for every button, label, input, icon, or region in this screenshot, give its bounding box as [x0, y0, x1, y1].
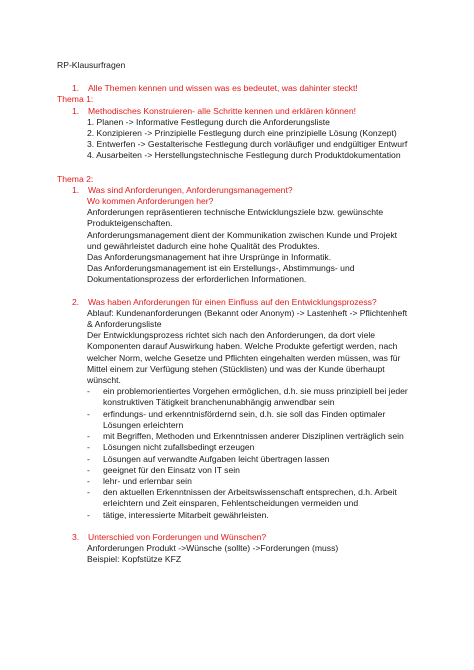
thema2-heading: Thema 2: — [57, 173, 94, 184]
bullet-item — [57, 442, 457, 453]
thema2-q2-number: 2. — [72, 296, 80, 307]
thema2-q1 — [57, 185, 457, 196]
thema1-heading: Thema 1: — [57, 94, 94, 105]
bullet-item — [57, 454, 457, 465]
step-line: 1. Planen -> Informative Festlegung durch die Anforderungsliste — [87, 116, 330, 127]
thema2-q3-number: 3. — [72, 531, 80, 542]
bullet-text: ein problemorientiertes Vorgehen ermöglichen, d.h. sie muss prinzipiell bei jeder — [103, 386, 408, 397]
answer-line: Dokumentationsprozess der erforderlichen Informationen. — [87, 274, 307, 285]
bullet-dash: - — [87, 408, 90, 419]
step-line: 3. Entwerfen -> Gestalterische Festlegung durch vorläufiger und endgültiger Entwurf — [87, 139, 408, 150]
answer-line: Produkteigenschaften. — [87, 218, 173, 229]
bullet-item — [57, 476, 457, 487]
bullet-dash: - — [87, 487, 90, 498]
answer-line: welcher Norm, welche Gesetze und Pflichten eingehalten werden müssen, was für — [87, 352, 401, 363]
bullet-text: mit Begriffen, Methoden und Erkenntnissen anderer Disziplinen verträglich sein — [103, 431, 404, 442]
bullet-item — [57, 465, 457, 476]
answer-line: Beispiel: Kopfstütze KFZ — [87, 554, 182, 565]
bullet-item — [57, 386, 457, 397]
thema2-q2-text: Was haben Anforderungen für einen Einfluss auf den Entwicklungsprozess? — [88, 296, 377, 307]
bullet-item — [57, 431, 457, 442]
answer-line: Anforderungen Produkt ->Wünsche (sollte) ->Forderungen (muss) — [87, 542, 339, 553]
thema2-q3 — [57, 532, 457, 543]
answer-line: Der Entwicklungsprozess richtet sich nach den Anforderungen, da dort viele — [87, 330, 376, 341]
thema1-question-number: 1. — [72, 105, 80, 116]
page-title: RP-Klausurfragen — [57, 60, 126, 70]
intro-question — [57, 83, 457, 94]
answer-line: Mittel einem zur Verfügung stehen (Stücklisten) und was der Kunde überhaupt — [87, 363, 385, 374]
bullet-text: Lösungen nicht zufallsbedingt erzeugen — [103, 442, 255, 453]
intro-number: 1. — [72, 83, 80, 94]
answer-line: Ablauf: Kundenanforderungen (Bekannt oder Anonym) -> Lastenheft -> Pflichtenheft — [87, 307, 408, 318]
thema1-question — [57, 106, 457, 117]
bullet-dash: - — [87, 475, 90, 486]
thema2-q1-number: 1. — [72, 184, 80, 195]
step-line: 2. Konzipieren -> Prinzipielle Festlegung durch eine prinzipielle Lösung (Konzept) — [87, 128, 397, 139]
bullet-text: geeignet für den Einsatz von IT sein — [103, 464, 240, 475]
bullet-dash: - — [87, 431, 90, 442]
bullet-text: den aktuellen Erkenntnissen der Arbeitswissenschaft entsprechen, d.h. Arbeit — [103, 487, 397, 498]
bullet-dash: - — [87, 442, 90, 453]
step-line: 4. Ausarbeiten -> Herstellungstechnische Festlegung durch Produktdokumentation — [87, 150, 401, 161]
bullet-text: tätige, interessierte Mitarbeit gewährleisten. — [103, 509, 269, 520]
thema2-q2 — [57, 297, 457, 308]
bullet-continuation: konstruktiven Tätigkeit branchenunabhängig anwendbar sein — [103, 397, 335, 408]
bullet-continuation: erleichtern und Zeit einsparen, Fehlentscheidungen vermeiden und — [103, 498, 359, 509]
thema2-q1-line2: Wo kommen Anforderungen her? — [87, 196, 214, 207]
thema1-question-text: Methodisches Konstruieren- alle Schritte kennen und erklären können! — [88, 105, 356, 116]
answer-line: und gewährleistet dadurch eine hohe Qualität des Produktes. — [87, 240, 320, 251]
thema2-q1-line1: Was sind Anforderungen, Anforderungsmanagement? — [88, 184, 293, 195]
bullet-dash: - — [87, 464, 90, 475]
bullet-item — [57, 510, 457, 521]
bullet-continuation: Lösungen erleichtern — [103, 419, 184, 430]
bullet-text: Lösungen auf verwandte Aufgaben leicht übertragen lassen — [103, 453, 330, 464]
answer-line: Komponenten darauf Auswirkung haben. Welche Produkte gefertigt werden, nach — [87, 341, 398, 352]
bullet-dash: - — [87, 509, 90, 520]
answer-line: Anforderungen repräsentieren technische Entwicklungsziele bzw. gewünschte — [87, 207, 384, 218]
thema2-q3-text: Unterschied von Forderungen und Wünschen? — [88, 531, 267, 542]
answer-line: & Anforderungsliste — [87, 319, 162, 330]
answer-line: wünscht. — [87, 375, 121, 386]
bullet-text: lehr- und erlernbar sein — [103, 475, 192, 486]
bullet-item — [57, 487, 457, 498]
bullet-dash: - — [87, 386, 90, 397]
answer-line: Das Anforderungsmanagement hat ihre Ursprünge in Informatik. — [87, 252, 332, 263]
bullet-item — [57, 409, 457, 420]
answer-line: Anforderungsmanagement dient der Kommunikation zwischen Kunde und Projekt — [87, 229, 398, 240]
bullet-dash: - — [87, 453, 90, 464]
answer-line: Das Anforderungsmanagement ist ein Erstellungs-, Abstimmungs- und — [87, 263, 355, 274]
document-body — [57, 60, 457, 565]
intro-text: Alle Themen kennen und wissen was es bedeutet, was dahinter steckt! — [88, 83, 358, 94]
bullet-text: erfindungs- und erkenntnisfördernd sein, d.h. sie soll das Finden optimaler — [103, 408, 386, 419]
